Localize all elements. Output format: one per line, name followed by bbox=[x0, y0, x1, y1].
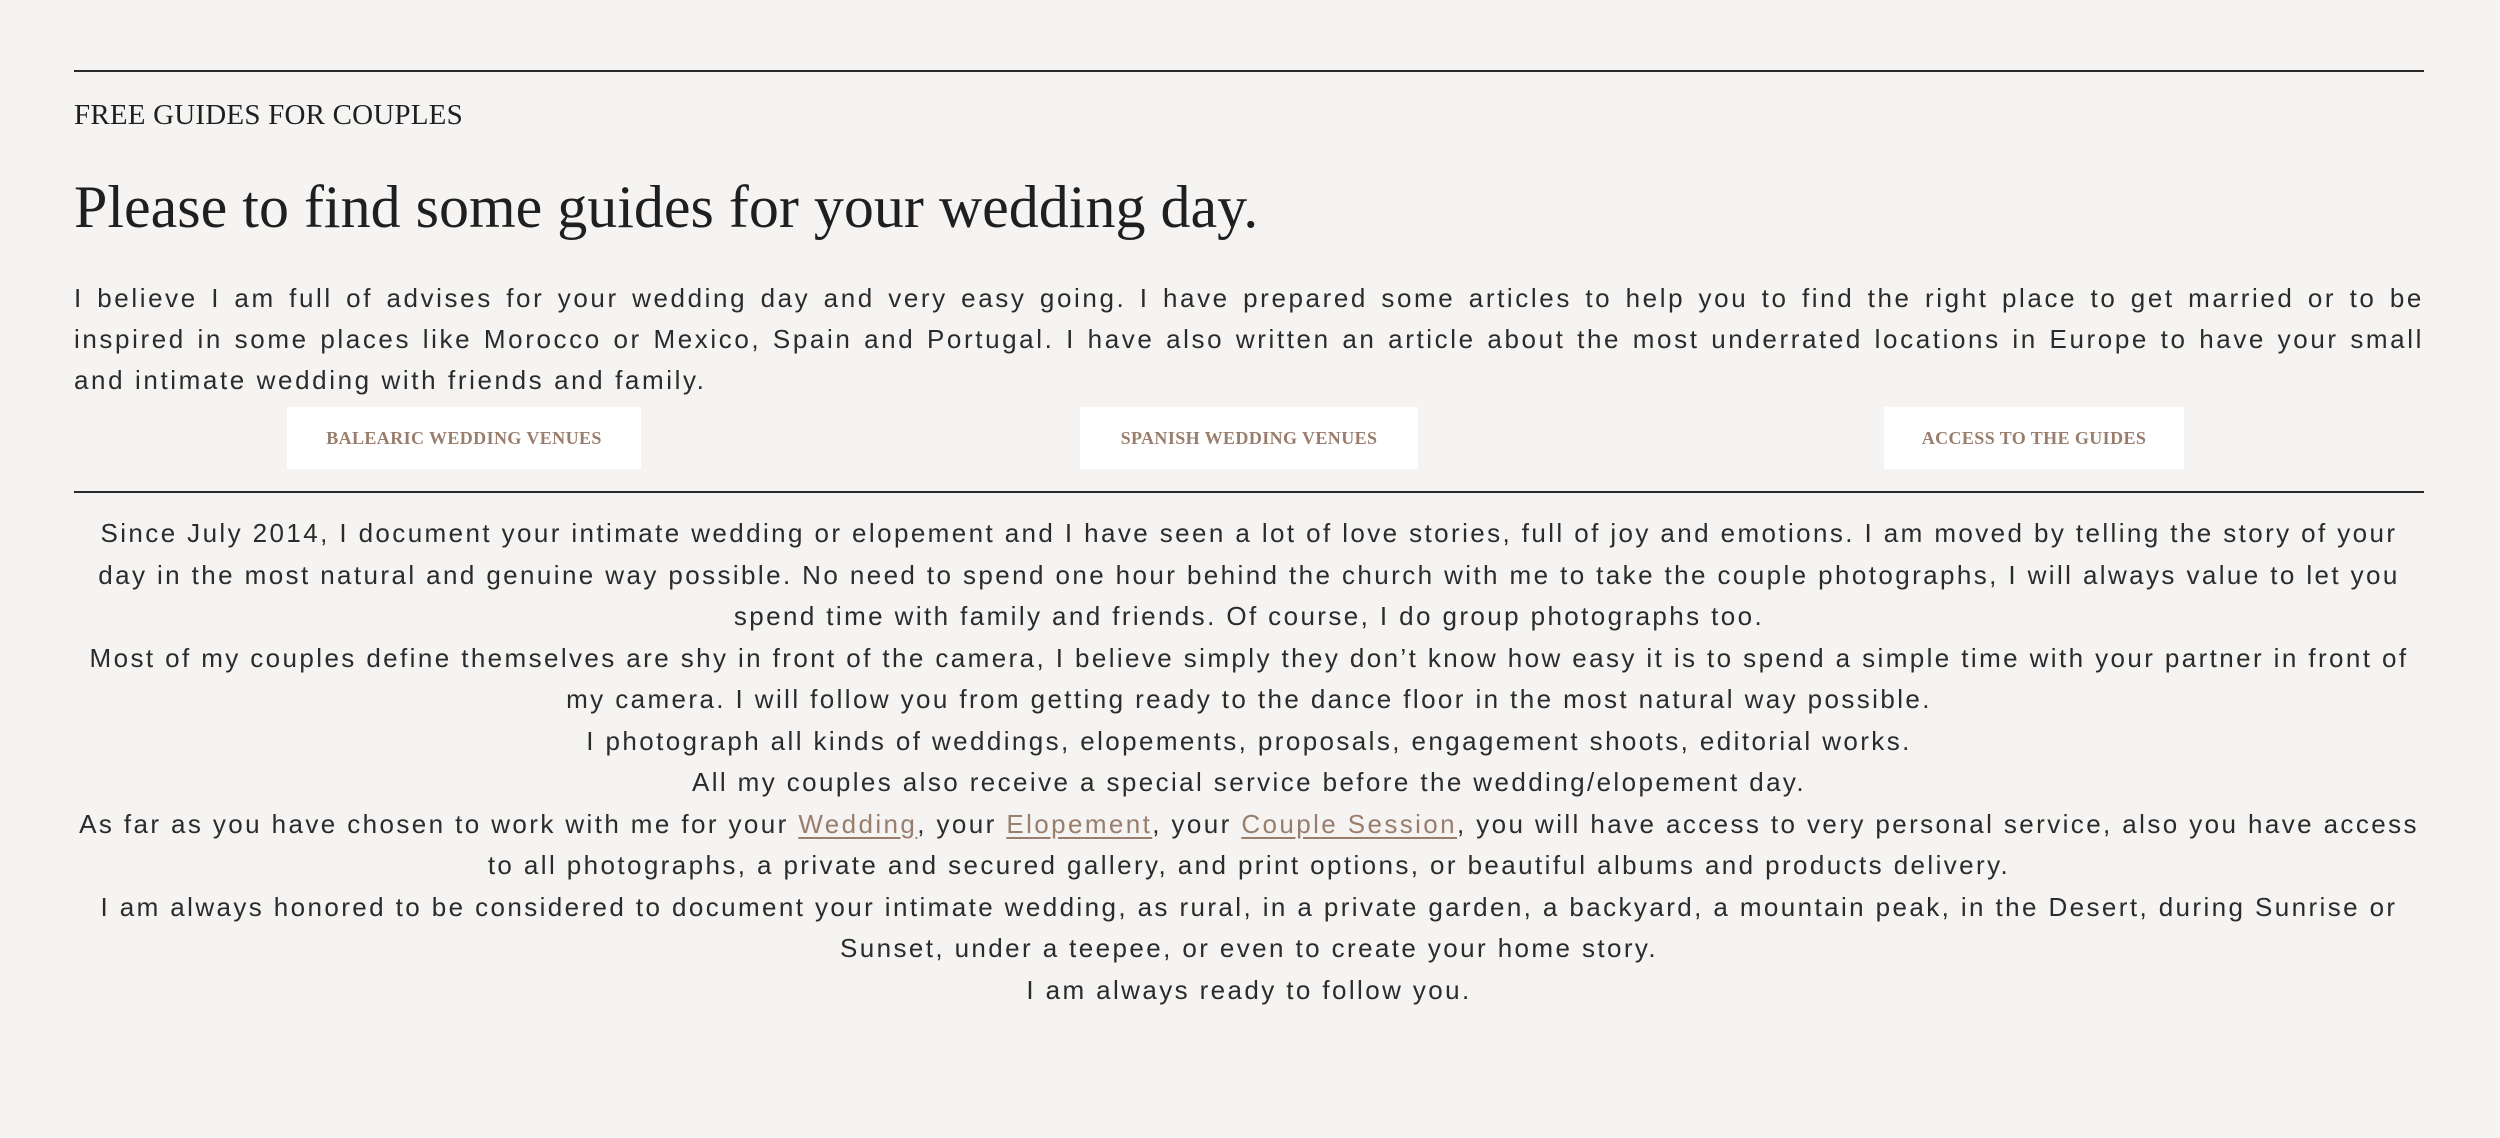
access-guides-button[interactable]: ACCESS TO THE GUIDES bbox=[1884, 407, 2184, 469]
couple-session-link[interactable]: Couple Session bbox=[1241, 808, 1458, 839]
about-paragraph-3: I photograph all kinds of weddings, elopements, proposals, engagement shoots, editorial works. bbox=[586, 725, 1912, 756]
about-p5-text-d: , you will have access to very personal service, also you have access to all photographs, a private and secured gallery, and print options, or beautiful albums and products delivery. bbox=[487, 808, 2419, 880]
balearic-venues-button[interactable]: BALEARIC WEDDING VENUES bbox=[287, 407, 641, 469]
top-divider bbox=[74, 70, 2424, 72]
spanish-venues-button[interactable]: SPANISH WEDDING VENUES bbox=[1080, 407, 1418, 469]
about-paragraph-1: Since July 2014, I document your intimate wedding or elopement and I have seen a lot of love stories, full of joy and emotions. I am moved by telling the story of your day in the most natural and genuine way possible. No need to spend one hour behind the church with me to take the couple photographs, I will always value to let you spend time with family and friends. Of course, I do group photographs too. bbox=[98, 518, 2400, 631]
about-paragraph-5 bbox=[74, 804, 2424, 887]
elopement-link[interactable]: Elopement bbox=[1006, 808, 1153, 839]
about-p5-text-a: As far as you have chosen to work with me for your bbox=[79, 808, 799, 839]
about-p5-text-b: , your bbox=[917, 808, 1007, 839]
section-headline: Please to find some guides for your wedding day. bbox=[74, 174, 1259, 240]
about-paragraph-7: I am always ready to follow you. bbox=[1026, 974, 1472, 1005]
about-paragraph-4: All my couples also receive a special service before the wedding/elopement day. bbox=[691, 767, 1807, 797]
guides-section bbox=[74, 70, 2424, 1011]
guide-buttons bbox=[74, 407, 2424, 469]
about-p5-text-c: , your bbox=[1152, 808, 1242, 839]
middle-divider bbox=[74, 491, 2424, 493]
section-eyebrow: FREE GUIDES FOR COUPLES bbox=[74, 99, 463, 131]
about-text bbox=[74, 513, 2424, 1011]
about-paragraph-6: I am always honored to be considered to document your intimate wedding, as rural, in a private garden, a backyard, a mountain peak, in the Desert, during Sunrise or Sunset, under a teepee, or even to create your home story. bbox=[100, 891, 2398, 963]
about-paragraph-2: Most of my couples define themselves are shy in front of the camera, I believe simply they don’t know how easy it is to spend a simple time with your partner in front of my camera. I will follow you from getting ready to the dance floor in the most natural way possible. bbox=[89, 642, 2409, 714]
wedding-link[interactable]: Wedding bbox=[798, 808, 918, 839]
intro-paragraph: I believe I am full of advises for your wedding day and very easy going. I have prepared some articles to help you to find the right place to get married or to be inspired in some places like Morocco or Mexico, Spain and Portugal. I have also written an article about the most underrated locations in Europe to have your small and intimate wedding with friends and family. bbox=[74, 283, 2424, 395]
